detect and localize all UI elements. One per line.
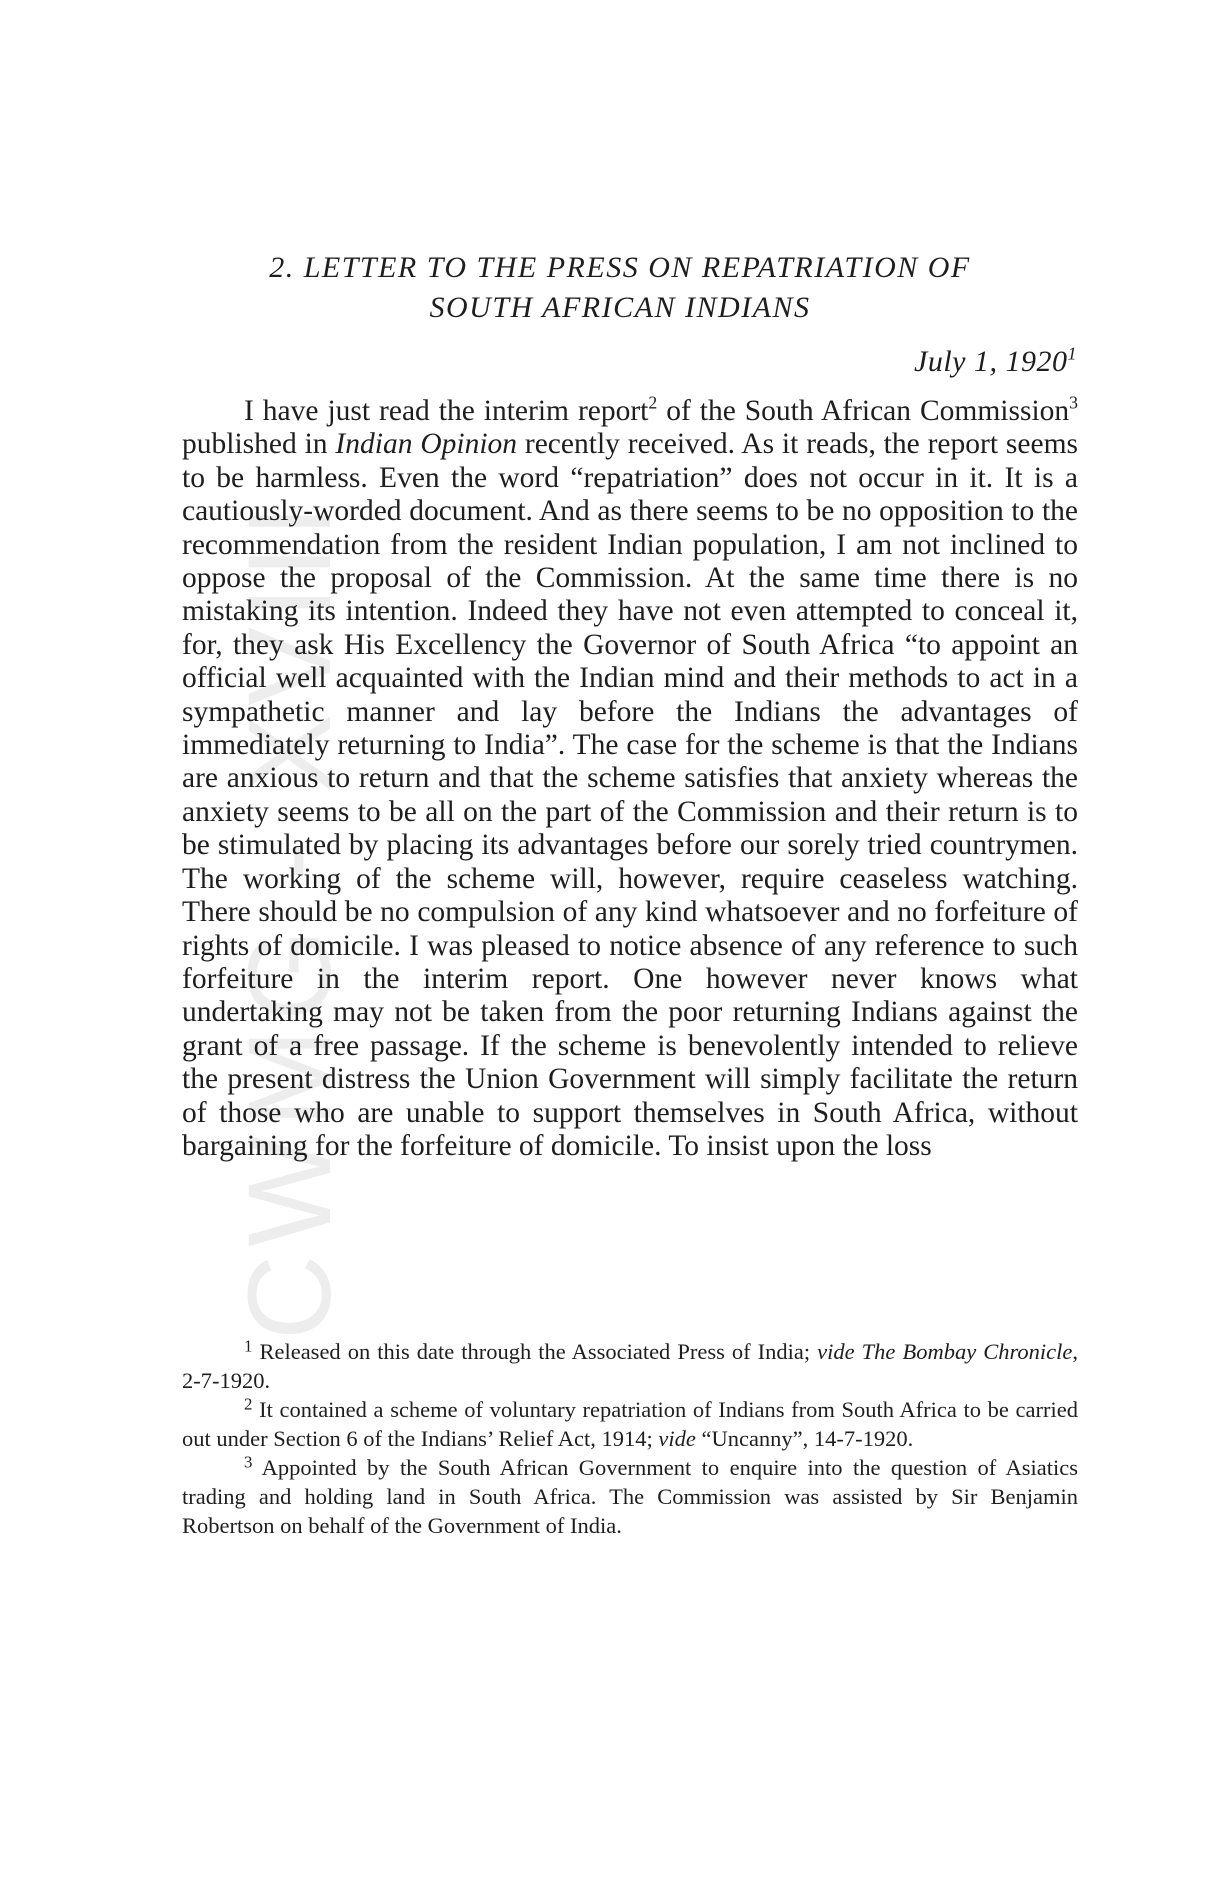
publication-name: Indian Opinion [335,428,518,461]
footnote-2-mark: 2 [244,1394,253,1414]
heading-line-2: SOUTH AFRICAN INDIANS [429,291,811,324]
letter-date [914,345,1077,379]
footnote-1-source: The Bombay Chronicle [861,1339,1073,1364]
watermark-text: CWMG - XVIII [224,496,356,1340]
footnote-ref-3: 3 [1069,392,1079,413]
footnote-2 [182,1395,1078,1453]
body-text-1: I have just read the interim report [244,395,649,427]
footnotes [182,1337,1078,1540]
footnote-1-text-a: Released on this date through the Associated Press of India; [252,1339,818,1364]
footnote-ref-2: 2 [648,392,658,413]
body-text-3: published in [182,428,336,461]
heading-line-1: 2. LETTER TO THE PRESS ON REPATRIATION OF [269,251,971,284]
footnote-2-text-a: It contained a scheme of voluntary repatriation of Indians from South Africa to be carried out under Section 6 of the Indians’ Relief Act, 1914; [182,1397,1078,1451]
footnote-1-text-b: , 2-7-1920. [182,1339,1078,1393]
footnote-1-vide: vide [817,1339,855,1364]
footnote-3-mark: 3 [244,1452,253,1472]
footnote-1 [182,1337,1078,1395]
body-text-4: recently received. As it reads, the report seems to be harmless. Even the word “repatriation” does not occur in it. It is a cautiously-worded document. And as there seems to be no opposition to the recommendation from the resident Indian population, I am not inclined to oppose the proposal of the Commission. At the same time there is no mistaking its intention. Indeed they have not even attempted to conceal it, for, they ask His Excellency the Governor of South Africa “to appoint an official well acquainted with the Indian mind and their methods to act in a sympathetic manner and lay before the Indians the advantages of immediately returning to India”. The case for the scheme is that the Indians are anxious to return and that the scheme satisfies that anxiety whereas the anxiety seems to be all on the part of the Commission and their return is to be stimulated by placing its advantages before our sorely tried countrymen. The working of the scheme will, however, require ceaseless watching. There should be no compulsion of any kind whatsoever and no forfeiture of rights of domicile. I was pleased to notice absence of any reference to such forfeiture in the interim report. One however never knows what undertaking may not be taken from the poor returning Indians against the grant of a free passage. If the scheme is benevolently intended to relieve the present distress the Union Government will simply facilitate the return of those who are unable to support themselves in South Africa, without bargaining for the forfeiture of domicile. To insist upon the loss [182,428,1079,1162]
body-text-2: of the South African Commission [657,395,1070,427]
footnote-3 [182,1453,1078,1540]
page-heading [180,248,1060,328]
letter-body [182,392,1079,1163]
footnote-2-text-b: “Uncanny”, 14-7-1920. [695,1426,914,1451]
footnote-2-vide: vide [658,1426,696,1451]
footnote-1-mark: 1 [244,1336,253,1356]
footnote-ref-1: 1 [1067,343,1077,364]
date-text: July 1, 1920 [914,345,1068,378]
footnote-3-text: Appointed by the South African Government to enquire into the question of Asiatics trading and holding land in South Africa. The Commission was assisted by Sir Benjamin Robertson on behalf of the Government of India. [182,1455,1078,1538]
footnote-1-space [855,1339,862,1364]
